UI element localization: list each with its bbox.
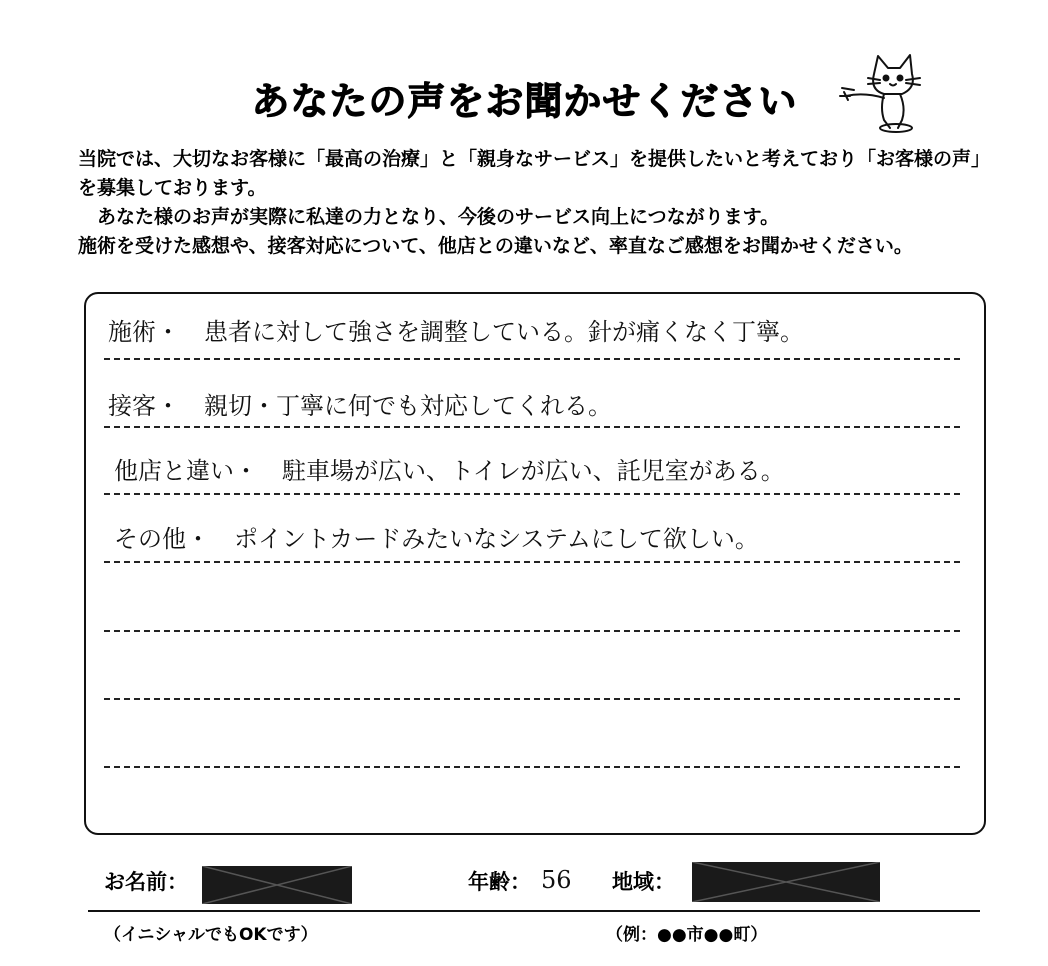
redacted-name	[202, 866, 352, 904]
entry-text: 親切・丁寧に何でも対応してくれる。	[204, 392, 612, 420]
entry-text: 駐車場が広い、トイレが広い、託児室がある。	[282, 457, 785, 485]
dashed-line	[104, 766, 960, 768]
feedback-box	[84, 292, 986, 835]
intro-paragraph: あなた様のお声が実際に私達の力となり、今後のサービス向上につながります。	[97, 206, 780, 228]
region-note: （例：●●市●●町）	[606, 925, 768, 945]
cat-mascot-icon	[838, 52, 930, 134]
dashed-line	[104, 426, 960, 428]
name-note: （イニシャルでもOKです）	[104, 925, 318, 945]
entry-label: 施術・	[108, 318, 180, 346]
page-title: あなたの声をお聞かせください	[250, 79, 797, 123]
entry-text: ポイントカードみたいなシステムにして欲しい。	[234, 525, 759, 553]
name-label: お名前：	[104, 870, 188, 894]
entry-label: その他・	[114, 525, 210, 553]
age-label: 年齢：	[468, 870, 531, 894]
region-label: 地域：	[612, 870, 675, 894]
entry-label: 他店と違い・	[114, 457, 258, 485]
redacted-region	[692, 862, 880, 902]
age-value: 56	[541, 866, 572, 894]
dashed-line	[104, 561, 960, 563]
feedback-entry-difference	[114, 451, 785, 486]
feedback-entry-service	[108, 386, 612, 421]
feedback-entry-treatment	[108, 312, 804, 347]
feedback-entry-other	[114, 519, 759, 554]
intro-paragraph: 施術を受けた感想や、接客対応について、他店との違いなど、率直なご感想をお聞かせください。	[78, 235, 913, 257]
dashed-line	[104, 358, 960, 360]
entry-label: 接客・	[108, 392, 180, 420]
entry-text: 患者に対して強さを調整している。針が痛くなく丁寧。	[204, 318, 804, 346]
dashed-line	[104, 493, 960, 495]
dashed-line	[104, 698, 960, 700]
intro-paragraph: 当院では、大切なお客様に「最高の治療」と「親身なサービス」を提供したいと考えており「お客様の声」を募集しております。	[78, 148, 991, 199]
intro-text	[78, 145, 993, 261]
dashed-line	[104, 630, 960, 632]
footer-underline	[88, 910, 980, 912]
